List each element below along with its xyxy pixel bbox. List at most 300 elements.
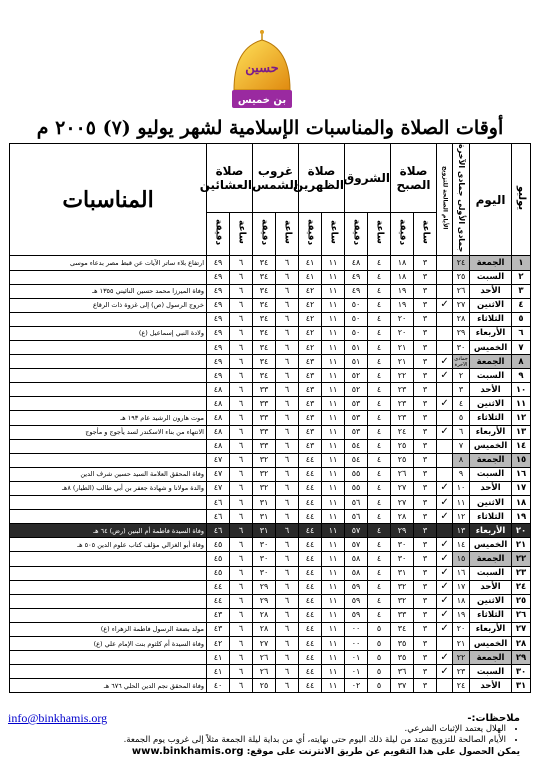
dhuhr-minute-cell: ٤٤ bbox=[299, 622, 322, 636]
isha-hour-cell: ٦ bbox=[230, 538, 253, 552]
fajr-hour-cell: ٣ bbox=[414, 270, 437, 284]
dhuhr-hour-cell: ١١ bbox=[322, 355, 345, 369]
fajr-minute-cell: ٢٢ bbox=[391, 369, 414, 383]
wedding-check-cell: ✓ bbox=[437, 298, 453, 312]
event-cell bbox=[10, 383, 207, 397]
isha-minute-cell: ٤٧ bbox=[207, 467, 230, 481]
maghrib-hour-cell: ٦ bbox=[276, 326, 299, 340]
dhuhr-hour-cell: ١١ bbox=[322, 383, 345, 397]
sunrise-minute-cell: ٥٤ bbox=[345, 439, 368, 453]
sunrise-minute-cell: ٥٩ bbox=[345, 594, 368, 608]
table-row bbox=[10, 397, 531, 411]
fajr-hour-cell: ٣ bbox=[414, 622, 437, 636]
wedding-check-cell bbox=[437, 453, 453, 467]
sunrise-hour-cell: ٥ bbox=[368, 679, 391, 693]
maghrib-minute-cell: ٢٩ bbox=[253, 580, 276, 594]
table-row bbox=[10, 383, 531, 397]
day-number-cell: ٥ bbox=[512, 312, 531, 326]
isha-hour-cell: ٦ bbox=[230, 369, 253, 383]
table-row bbox=[10, 524, 531, 538]
event-cell bbox=[10, 369, 207, 383]
maghrib-minute-cell: ٣٣ bbox=[253, 383, 276, 397]
event-cell bbox=[10, 580, 207, 594]
fajr-minute-cell: ٣١ bbox=[391, 566, 414, 580]
table-row bbox=[10, 453, 531, 467]
sunrise-hour-cell: ٤ bbox=[368, 326, 391, 340]
fajr-minute-cell: ٢٧ bbox=[391, 481, 414, 495]
weekday-cell: الخميس bbox=[470, 636, 512, 650]
maghrib-hour-cell: ٦ bbox=[276, 453, 299, 467]
fajr-minute-cell: ٢٦ bbox=[391, 467, 414, 481]
weekday-cell: السبت bbox=[470, 566, 512, 580]
maghrib-minute-cell: ٣٣ bbox=[253, 425, 276, 439]
fajr-hour-cell: ٣ bbox=[414, 439, 437, 453]
maghrib-minute-cell: ٢٥ bbox=[253, 679, 276, 693]
sunrise-minute-cell: ٤٩ bbox=[345, 270, 368, 284]
maghrib-hour-cell: ٦ bbox=[276, 538, 299, 552]
sunrise-minute-cell: ٥٩ bbox=[345, 580, 368, 594]
weekday-cell: الخميس bbox=[470, 538, 512, 552]
hijri-date-cell: جمادى الآخرة bbox=[454, 355, 468, 368]
dhuhr-hour-cell: ١١ bbox=[322, 622, 345, 636]
maghrib-minute-cell: ٣٠ bbox=[253, 552, 276, 566]
maghrib-hour-cell: ٦ bbox=[276, 636, 299, 650]
hour-subheader: ساعة bbox=[276, 213, 299, 256]
dhuhr-hour-cell: ١١ bbox=[322, 496, 345, 510]
fajr-hour-cell: ٣ bbox=[414, 355, 437, 369]
event-cell bbox=[10, 355, 207, 369]
isha-minute-cell: ٤١ bbox=[207, 665, 230, 679]
fajr-hour-cell: ٣ bbox=[414, 538, 437, 552]
table-row bbox=[10, 538, 531, 552]
isha-minute-cell: ٤٩ bbox=[207, 298, 230, 312]
maghrib-hour-cell: ٦ bbox=[276, 256, 299, 270]
sunrise-minute-cell: ٥٧ bbox=[345, 524, 368, 538]
weekday-cell: الأحد bbox=[470, 481, 512, 495]
maghrib-minute-cell: ٢٧ bbox=[253, 636, 276, 650]
weekday-cell: الثلاثاء bbox=[470, 411, 512, 425]
table-row bbox=[10, 256, 531, 270]
sunrise-minute-cell: ٥٣ bbox=[345, 411, 368, 425]
fajr-hour-cell: ٣ bbox=[414, 341, 437, 355]
event-cell: الانتهاء من بناء الاسكندر لسد يأجوج و مأجوج bbox=[10, 425, 207, 439]
dhuhr-minute-cell: ٤٤ bbox=[299, 608, 322, 622]
hijri-date-cell: ٢٠ bbox=[453, 622, 470, 636]
isha-hour-cell: ٦ bbox=[230, 383, 253, 397]
maghrib-hour-cell: ٦ bbox=[276, 355, 299, 369]
maghrib-hour-cell: ٦ bbox=[276, 481, 299, 495]
sunrise-minute-cell: ٥٢ bbox=[345, 383, 368, 397]
event-cell: ولادة النبي إسماعيل (ع) bbox=[10, 326, 207, 340]
sunrise-hour-cell: ٤ bbox=[368, 369, 391, 383]
dhuhr-hour-cell: ١١ bbox=[322, 679, 345, 693]
dhuhr-minute-cell: ٤٤ bbox=[299, 552, 322, 566]
isha-minute-cell: ٤٤ bbox=[207, 594, 230, 608]
wedding-check-cell bbox=[437, 383, 453, 397]
sunrise-minute-cell: ٥١ bbox=[345, 355, 368, 369]
fajr-minute-cell: ٢٣ bbox=[391, 397, 414, 411]
day-number-cell: ٢٢ bbox=[512, 552, 531, 566]
dhuhr-hour-cell: ١١ bbox=[322, 467, 345, 481]
weekday-cell: الأحد bbox=[470, 383, 512, 397]
isha-minute-cell: ٤٨ bbox=[207, 397, 230, 411]
isha-minute-cell: ٤٣ bbox=[207, 608, 230, 622]
sunrise-hour-cell: ٥ bbox=[368, 622, 391, 636]
dhuhr-hour-cell: ١١ bbox=[322, 397, 345, 411]
day-number-cell: ٣١ bbox=[512, 679, 531, 693]
email-link[interactable]: info@binkhamis.org bbox=[8, 711, 108, 725]
fajr-minute-cell: ٣٤ bbox=[391, 622, 414, 636]
table-row bbox=[10, 270, 531, 284]
wedding-check-cell: ✓ bbox=[437, 552, 453, 566]
weekday-cell: الاثنين bbox=[470, 496, 512, 510]
table-row bbox=[10, 312, 531, 326]
hijri-date-cell: ١١ bbox=[453, 496, 470, 510]
hijri-date-cell: ١٨ bbox=[453, 594, 470, 608]
hijri-date-cell: ٢ bbox=[453, 369, 470, 383]
fajr-hour-cell: ٣ bbox=[414, 481, 437, 495]
fajr-minute-cell: ٢٠ bbox=[391, 312, 414, 326]
sunrise-hour-cell: ٤ bbox=[368, 298, 391, 312]
wedding-check-cell: ✓ bbox=[437, 538, 453, 552]
sunrise-minute-cell: ٥٨ bbox=[345, 552, 368, 566]
dhuhr-hour-cell: ١١ bbox=[322, 425, 345, 439]
fajr-hour-cell: ٣ bbox=[414, 383, 437, 397]
day-number-cell: ١ bbox=[512, 256, 531, 270]
wedding-check-cell: ✓ bbox=[437, 355, 453, 369]
wedding-check-cell bbox=[437, 411, 453, 425]
weekday-cell: السبت bbox=[470, 369, 512, 383]
maghrib-minute-cell: ٢٦ bbox=[253, 651, 276, 665]
maghrib-hour-cell: ٦ bbox=[276, 510, 299, 524]
sunrise-minute-cell: ٠٠ bbox=[345, 636, 368, 650]
sunrise-minute-cell: ٠١ bbox=[345, 651, 368, 665]
maghrib-hour-cell: ٦ bbox=[276, 439, 299, 453]
hijri-date-cell: ١٢ bbox=[453, 510, 470, 524]
isha-minute-cell: ٤٦ bbox=[207, 510, 230, 524]
note-item: • الأيام الصالحة للتزويج تمتد من ليلة ذلك اليوم حتى نهايته، أي من بداية ليلة الجمعة مثلاً إلى غروب يوم الجمعة. bbox=[118, 735, 506, 746]
day-number-cell: ٣٠ bbox=[512, 665, 531, 679]
hijri-date-cell: ٢١ bbox=[453, 636, 470, 650]
maghrib-hour-cell: ٦ bbox=[276, 580, 299, 594]
fajr-minute-cell: ١٩ bbox=[391, 298, 414, 312]
maghrib-minute-cell: ٣٤ bbox=[253, 298, 276, 312]
isha-minute-cell: ٤٥ bbox=[207, 538, 230, 552]
maghrib-header: غروب الشمس bbox=[253, 144, 299, 213]
table-row bbox=[10, 552, 531, 566]
dhuhr-hour-cell: ١١ bbox=[322, 665, 345, 679]
hijri-date-cell: ١٦ bbox=[453, 566, 470, 580]
maghrib-hour-cell: ٦ bbox=[276, 411, 299, 425]
isha-minute-cell: ٤٨ bbox=[207, 425, 230, 439]
logo-text: بن خميس bbox=[237, 95, 287, 106]
hijri-date-cell: ٨ bbox=[453, 453, 470, 467]
fajr-hour-cell: ٣ bbox=[414, 510, 437, 524]
sunrise-hour-cell: ٤ bbox=[368, 580, 391, 594]
day-number-cell: ٩ bbox=[512, 369, 531, 383]
weekday-cell: الأربعاء bbox=[470, 326, 512, 340]
sunrise-minute-cell: ٥٢ bbox=[345, 369, 368, 383]
maghrib-minute-cell: ٣٢ bbox=[253, 467, 276, 481]
wedding-check-cell: ✓ bbox=[437, 481, 453, 495]
weekday-cell: الثلاثاء bbox=[470, 608, 512, 622]
dhuhr-minute-cell: ٤٤ bbox=[299, 538, 322, 552]
isha-hour-cell: ٦ bbox=[230, 622, 253, 636]
hijri-date-cell: ٢٩ bbox=[453, 326, 470, 340]
sunrise-minute-cell: ٥٠ bbox=[345, 312, 368, 326]
weekday-cell: الأحد bbox=[470, 284, 512, 298]
dhuhr-minute-cell: ٤٣ bbox=[299, 355, 322, 369]
notes-heading: ملاحظات:- bbox=[467, 713, 520, 724]
dhuhr-minute-cell: ٤٢ bbox=[299, 298, 322, 312]
page-title: أوقات الصلاة والمناسبات الإسلامية لشهر يوليو (٧) ٢٠٠٥ م bbox=[36, 117, 504, 139]
wedding-check-cell: ✓ bbox=[437, 496, 453, 510]
dhuhr-minute-cell: ٤٣ bbox=[299, 383, 322, 397]
weekday-cell: الجمعة bbox=[470, 552, 512, 566]
maghrib-minute-cell: ٢٦ bbox=[253, 665, 276, 679]
dhuhr-minute-cell: ٤٤ bbox=[299, 679, 322, 693]
weekday-cell: الاثنين bbox=[470, 594, 512, 608]
dhuhr-minute-cell: ٤٤ bbox=[299, 496, 322, 510]
hijri-date-cell: ٥ bbox=[453, 411, 470, 425]
fajr-minute-cell: ١٨ bbox=[391, 270, 414, 284]
isha-hour-cell: ٦ bbox=[230, 636, 253, 650]
maghrib-minute-cell: ٣٣ bbox=[253, 439, 276, 453]
isha-hour-cell: ٦ bbox=[230, 256, 253, 270]
sunrise-hour-cell: ٤ bbox=[368, 341, 391, 355]
hour-subheader: ساعة bbox=[230, 213, 253, 256]
isha-hour-cell: ٦ bbox=[230, 496, 253, 510]
sunrise-minute-cell: ٥٦ bbox=[345, 510, 368, 524]
sunrise-minute-cell: ٥١ bbox=[345, 341, 368, 355]
maghrib-hour-cell: ٦ bbox=[276, 312, 299, 326]
sunrise-hour-cell: ٤ bbox=[368, 594, 391, 608]
event-cell: وفاة السيدة أم كلثوم بنت الإمام علي (ع) bbox=[10, 636, 207, 650]
wedding-check-cell bbox=[437, 256, 453, 270]
weekday-cell: الجمعة bbox=[470, 651, 512, 665]
isha-hour-cell: ٦ bbox=[230, 524, 253, 538]
table-row bbox=[10, 622, 531, 636]
website-link[interactable]: www.binkhamis.org bbox=[131, 746, 244, 757]
event-cell bbox=[10, 270, 207, 284]
site-label: يمكن الحصول على هذا التقويم عن طريق الانترنت على موقع: bbox=[246, 747, 520, 757]
maghrib-hour-cell: ٦ bbox=[276, 608, 299, 622]
dhuhr-hour-cell: ١١ bbox=[322, 651, 345, 665]
maghrib-minute-cell: ٣٤ bbox=[253, 284, 276, 298]
day-number-cell: ٢٤ bbox=[512, 580, 531, 594]
table-row bbox=[10, 425, 531, 439]
dhuhr-hour-cell: ١١ bbox=[322, 538, 345, 552]
table-row bbox=[10, 369, 531, 383]
weekday-cell: الأربعاء bbox=[470, 524, 512, 538]
wedding-check-cell bbox=[437, 524, 453, 538]
fajr-hour-cell: ٣ bbox=[414, 298, 437, 312]
maghrib-minute-cell: ٣٤ bbox=[253, 355, 276, 369]
maghrib-minute-cell: ٣٠ bbox=[253, 538, 276, 552]
wedding-check-cell bbox=[437, 439, 453, 453]
isha-minute-cell: ٤٣ bbox=[207, 622, 230, 636]
hijri-date-cell: ٢٧ bbox=[453, 298, 470, 312]
table-row bbox=[10, 284, 531, 298]
weekday-cell: السبت bbox=[470, 665, 512, 679]
day-number-cell: ٢٨ bbox=[512, 636, 531, 650]
day-header: اليوم bbox=[470, 144, 512, 256]
dhuhr-hour-cell: ١١ bbox=[322, 298, 345, 312]
fajr-hour-cell: ٣ bbox=[414, 608, 437, 622]
dhuhr-minute-cell: ٤٤ bbox=[299, 453, 322, 467]
dhuhr-minute-cell: ٤٢ bbox=[299, 326, 322, 340]
table-row bbox=[10, 651, 531, 665]
fajr-hour-cell: ٣ bbox=[414, 369, 437, 383]
event-cell: مولد بضعة الرسول فاطمة الزهراء (ع) bbox=[10, 622, 207, 636]
hijri-date-cell: ٢٥ bbox=[453, 270, 470, 284]
dhuhr-hour-cell: ١١ bbox=[322, 284, 345, 298]
note-item: • الهلال يعتمد الإثبات الشرعي. bbox=[118, 724, 506, 735]
hijri-date-cell: ٣٠ bbox=[453, 341, 470, 355]
wedding-check-cell bbox=[437, 326, 453, 340]
maghrib-hour-cell: ٦ bbox=[276, 566, 299, 580]
wedding-check-cell: ✓ bbox=[437, 594, 453, 608]
fajr-minute-cell: ٣٦ bbox=[391, 665, 414, 679]
sunrise-hour-cell: ٥ bbox=[368, 651, 391, 665]
weekday-cell: الثلاثاء bbox=[470, 510, 512, 524]
fajr-minute-cell: ٣٣ bbox=[391, 608, 414, 622]
dhuhr-minute-cell: ٤٤ bbox=[299, 510, 322, 524]
fajr-header: صلاة الصبح bbox=[391, 144, 437, 213]
dhuhr-minute-cell: ٤١ bbox=[299, 256, 322, 270]
isha-header: صلاة العشائين bbox=[207, 144, 253, 213]
sunrise-hour-cell: ٤ bbox=[368, 439, 391, 453]
sunrise-minute-cell: ٥٩ bbox=[345, 608, 368, 622]
isha-hour-cell: ٦ bbox=[230, 608, 253, 622]
isha-hour-cell: ٦ bbox=[230, 665, 253, 679]
isha-hour-cell: ٦ bbox=[230, 679, 253, 693]
fajr-minute-cell: ٢٥ bbox=[391, 453, 414, 467]
isha-minute-cell: ٤٦ bbox=[207, 496, 230, 510]
dhuhr-minute-cell: ٤٣ bbox=[299, 411, 322, 425]
isha-minute-cell: ٤٩ bbox=[207, 341, 230, 355]
day-number-cell: ٢١ bbox=[512, 538, 531, 552]
fajr-hour-cell: ٣ bbox=[414, 284, 437, 298]
day-number-cell: ١١ bbox=[512, 397, 531, 411]
wedding-check-cell: ✓ bbox=[437, 651, 453, 665]
maghrib-minute-cell: ٣٣ bbox=[253, 397, 276, 411]
maghrib-hour-cell: ٦ bbox=[276, 594, 299, 608]
minute-subheader: دقيقة bbox=[299, 213, 322, 256]
isha-hour-cell: ٦ bbox=[230, 467, 253, 481]
maghrib-hour-cell: ٦ bbox=[276, 467, 299, 481]
fajr-hour-cell: ٣ bbox=[414, 411, 437, 425]
isha-minute-cell: ٤٩ bbox=[207, 355, 230, 369]
fajr-minute-cell: ٢٩ bbox=[391, 524, 414, 538]
maghrib-minute-cell: ٣٤ bbox=[253, 369, 276, 383]
sunrise-hour-cell: ٤ bbox=[368, 467, 391, 481]
event-cell bbox=[10, 566, 207, 580]
dhuhr-minute-cell: ٤٢ bbox=[299, 341, 322, 355]
minute-subheader: دقيقة bbox=[207, 213, 230, 256]
dhuhr-hour-cell: ١١ bbox=[322, 312, 345, 326]
fajr-hour-cell: ٣ bbox=[414, 496, 437, 510]
day-number-cell: ١٤ bbox=[512, 439, 531, 453]
table-row bbox=[10, 341, 531, 355]
dhuhr-hour-cell: ١١ bbox=[322, 453, 345, 467]
hijri-date-cell: ٣ bbox=[453, 383, 470, 397]
hijri-date-cell: ٢٤ bbox=[453, 256, 470, 270]
sunrise-minute-cell: ٥٤ bbox=[345, 453, 368, 467]
hijri-date-cell: ٩ bbox=[453, 467, 470, 481]
svg-text:حسين: حسين bbox=[245, 61, 279, 76]
dhuhr-minute-cell: ٤٢ bbox=[299, 312, 322, 326]
dhuhr-hour-cell: ١١ bbox=[322, 566, 345, 580]
dhuhr-hour-cell: ١١ bbox=[322, 636, 345, 650]
hour-subheader: ساعة bbox=[322, 213, 345, 256]
sunrise-hour-cell: ٤ bbox=[368, 566, 391, 580]
prayer-times-table bbox=[9, 143, 531, 693]
sunrise-minute-cell: ٠٠ bbox=[345, 622, 368, 636]
day-number-cell: ٢٥ bbox=[512, 594, 531, 608]
hijri-date-cell: ٢٤ bbox=[453, 679, 470, 693]
isha-hour-cell: ٦ bbox=[230, 552, 253, 566]
sunrise-hour-cell: ٤ bbox=[368, 425, 391, 439]
maghrib-hour-cell: ٦ bbox=[276, 665, 299, 679]
sunrise-hour-cell: ٤ bbox=[368, 312, 391, 326]
isha-hour-cell: ٦ bbox=[230, 298, 253, 312]
wedding-check-cell: ✓ bbox=[437, 580, 453, 594]
dhuhr-hour-cell: ١١ bbox=[322, 270, 345, 284]
fajr-minute-cell: ١٨ bbox=[391, 256, 414, 270]
day-number-cell: ١٨ bbox=[512, 496, 531, 510]
event-cell bbox=[10, 397, 207, 411]
sunrise-minute-cell: ٥٦ bbox=[345, 496, 368, 510]
minute-subheader: دقيقة bbox=[253, 213, 276, 256]
maghrib-minute-cell: ٢٩ bbox=[253, 594, 276, 608]
fajr-minute-cell: ١٩ bbox=[391, 284, 414, 298]
dhuhr-hour-cell: ١١ bbox=[322, 510, 345, 524]
weekday-cell: الثلاثاء bbox=[470, 312, 512, 326]
isha-hour-cell: ٦ bbox=[230, 284, 253, 298]
fajr-minute-cell: ٢١ bbox=[391, 341, 414, 355]
wedding-check-cell: ✓ bbox=[437, 622, 453, 636]
event-cell bbox=[10, 665, 207, 679]
isha-hour-cell: ٦ bbox=[230, 439, 253, 453]
fajr-hour-cell: ٣ bbox=[414, 256, 437, 270]
isha-hour-cell: ٦ bbox=[230, 397, 253, 411]
wedding-check-cell: ✓ bbox=[437, 369, 453, 383]
weekday-cell: السبت bbox=[470, 270, 512, 284]
events-header: المناسبات bbox=[10, 144, 207, 256]
maghrib-minute-cell: ٣٤ bbox=[253, 270, 276, 284]
table-row bbox=[10, 439, 531, 453]
isha-hour-cell: ٦ bbox=[230, 326, 253, 340]
isha-minute-cell: ٤٤ bbox=[207, 580, 230, 594]
sunrise-minute-cell: ٥٥ bbox=[345, 467, 368, 481]
maghrib-hour-cell: ٦ bbox=[276, 383, 299, 397]
hour-subheader: ساعة bbox=[414, 213, 437, 256]
weekday-cell: الخميس bbox=[470, 341, 512, 355]
fajr-hour-cell: ٣ bbox=[414, 453, 437, 467]
event-cell bbox=[10, 496, 207, 510]
isha-hour-cell: ٦ bbox=[230, 411, 253, 425]
event-cell: وفاة أبو الغزالي مؤلف كتاب علوم الدين ٥٠٥ هـ bbox=[10, 538, 207, 552]
event-cell: موت هارون الرشيد عام ١٩٣ هـ bbox=[10, 411, 207, 425]
maghrib-minute-cell: ٣٠ bbox=[253, 566, 276, 580]
hijri-date-cell: ١٣ bbox=[453, 524, 470, 538]
isha-hour-cell: ٦ bbox=[230, 425, 253, 439]
maghrib-hour-cell: ٦ bbox=[276, 651, 299, 665]
wedding-header: الأيام الصالحة للتزويج bbox=[437, 144, 453, 256]
isha-hour-cell: ٦ bbox=[230, 312, 253, 326]
sunrise-hour-cell: ٤ bbox=[368, 496, 391, 510]
